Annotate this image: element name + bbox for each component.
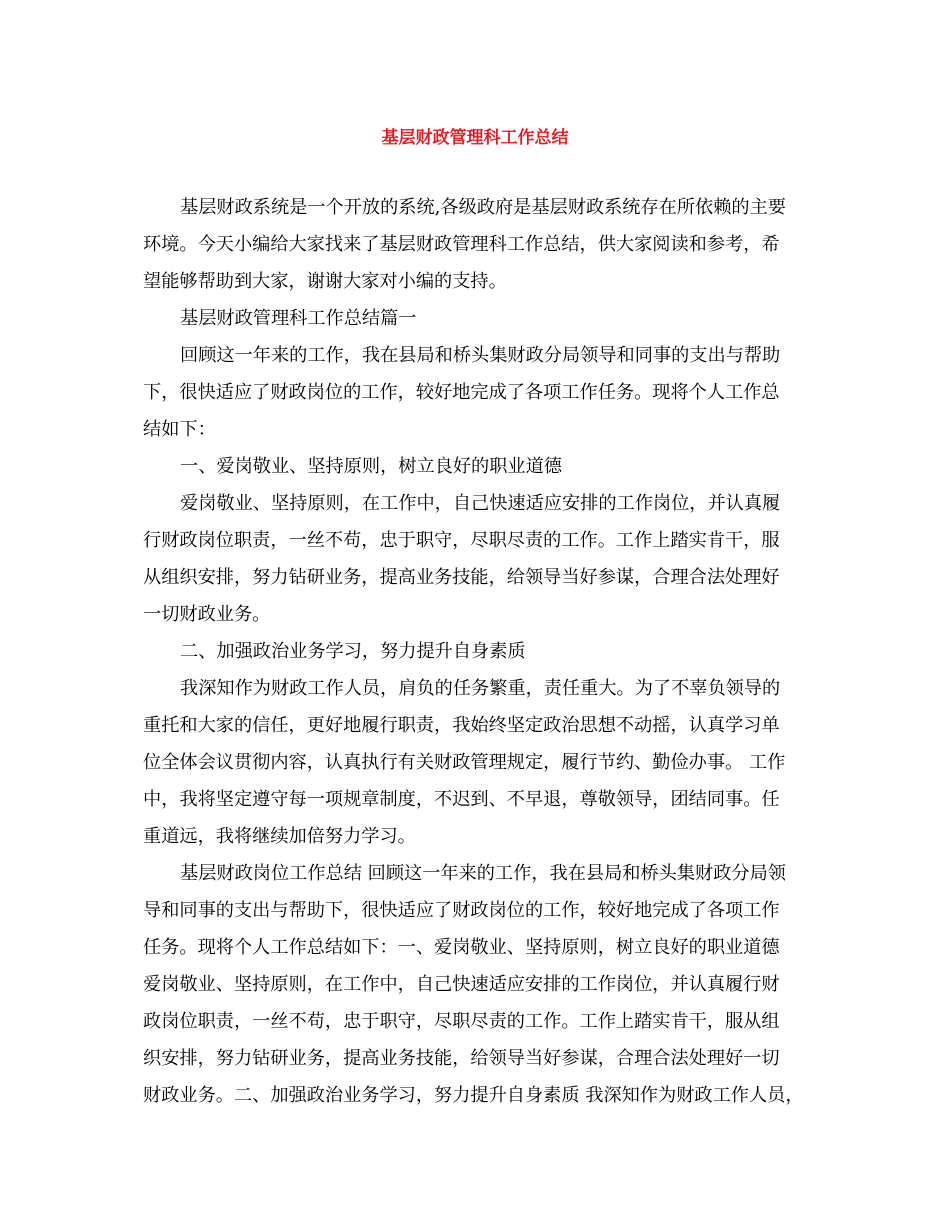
section-heading: 二、加强政治业务学习，努力提升自身素质: [180, 641, 526, 662]
text-line: 织安排，努力钻研业务，提高业务技能，给领导当好参谋，合理合法处理好一切: [143, 1048, 780, 1069]
text-line: 下，很快适应了财政岗位的工作，较好地完成了各项工作任务。现将个人工作总: [143, 382, 780, 403]
text-line: 任务。现将个人工作总结如下：一、爱岗敬业、坚持原则，树立良好的职业道德: [143, 937, 780, 958]
text-line: 重道远，我将继续加倍努力学习。: [143, 826, 416, 847]
text-line: 基层财政岗位工作总结 回顾这一年来的工作，我在县局和桥头集财政分局领: [180, 863, 786, 884]
text-line: 从组织安排，努力钻研业务，提高业务技能，给领导当好参谋，合理合法处理好: [143, 567, 780, 588]
text-line: 结如下：: [143, 419, 216, 440]
text-line: 重托和大家的信任，更好地履行职责，我始终坚定政治思想不动摇，认真学习单: [143, 715, 780, 736]
text-line: 行财政岗位职责，一丝不苟，忠于职守，尽职尽责的工作。工作上踏实肯干，服: [143, 530, 780, 551]
text-line: 财政业务。二、加强政治业务学习，努力提升自身素质 我深知作为财政工作人员，: [143, 1085, 804, 1106]
text-line: 回顾这一年来的工作，我在县局和桥头集财政分局领导和同事的支出与帮助: [180, 345, 781, 366]
text-line: 环境。今天小编给大家找来了基层财政管理科工作总结，供大家阅读和参考，希: [143, 234, 780, 255]
text-line: 基层财政系统是一个开放的系统,各级政府是基层财政系统存在所依赖的主要: [180, 197, 786, 218]
text-line: 一切财政业务。: [143, 604, 271, 625]
text-line: 望能够帮助到大家，谢谢大家对小编的支持。: [143, 271, 507, 292]
text-line: 爱岗敬业、坚持原则，在工作中，自己快速适应安排的工作岗位，并认真履: [180, 493, 781, 514]
text-line: 我深知作为财政工作人员，肩负的任务繁重，责任重大。为了不辜负领导的: [180, 678, 781, 699]
text-line: 中，我将坚定遵守每一项规章制度，不迟到、不早退，尊敬领导，团结同事。任: [143, 789, 780, 810]
section-heading: 一、爱岗敬业、坚持原则，树立良好的职业道德: [180, 456, 562, 477]
text-line: 爱岗敬业、坚持原则，在工作中，自己快速适应安排的工作岗位，并认真履行财: [143, 974, 780, 995]
text-line: 导和同事的支出与帮助下，很快适应了财政岗位的工作，较好地完成了各项工作: [143, 900, 780, 921]
text-line: 位全体会议贯彻内容，认真执行有关财政管理规定，履行节约、勤俭办事。 工作: [143, 752, 786, 773]
document-title: 基层财政管理科工作总结: [381, 128, 569, 148]
text-line: 政岗位职责，一丝不苟，忠于职守，尽职尽责的工作。工作上踏实肯干，服从组: [143, 1011, 780, 1032]
section-heading: 基层财政管理科工作总结篇一: [180, 308, 417, 329]
